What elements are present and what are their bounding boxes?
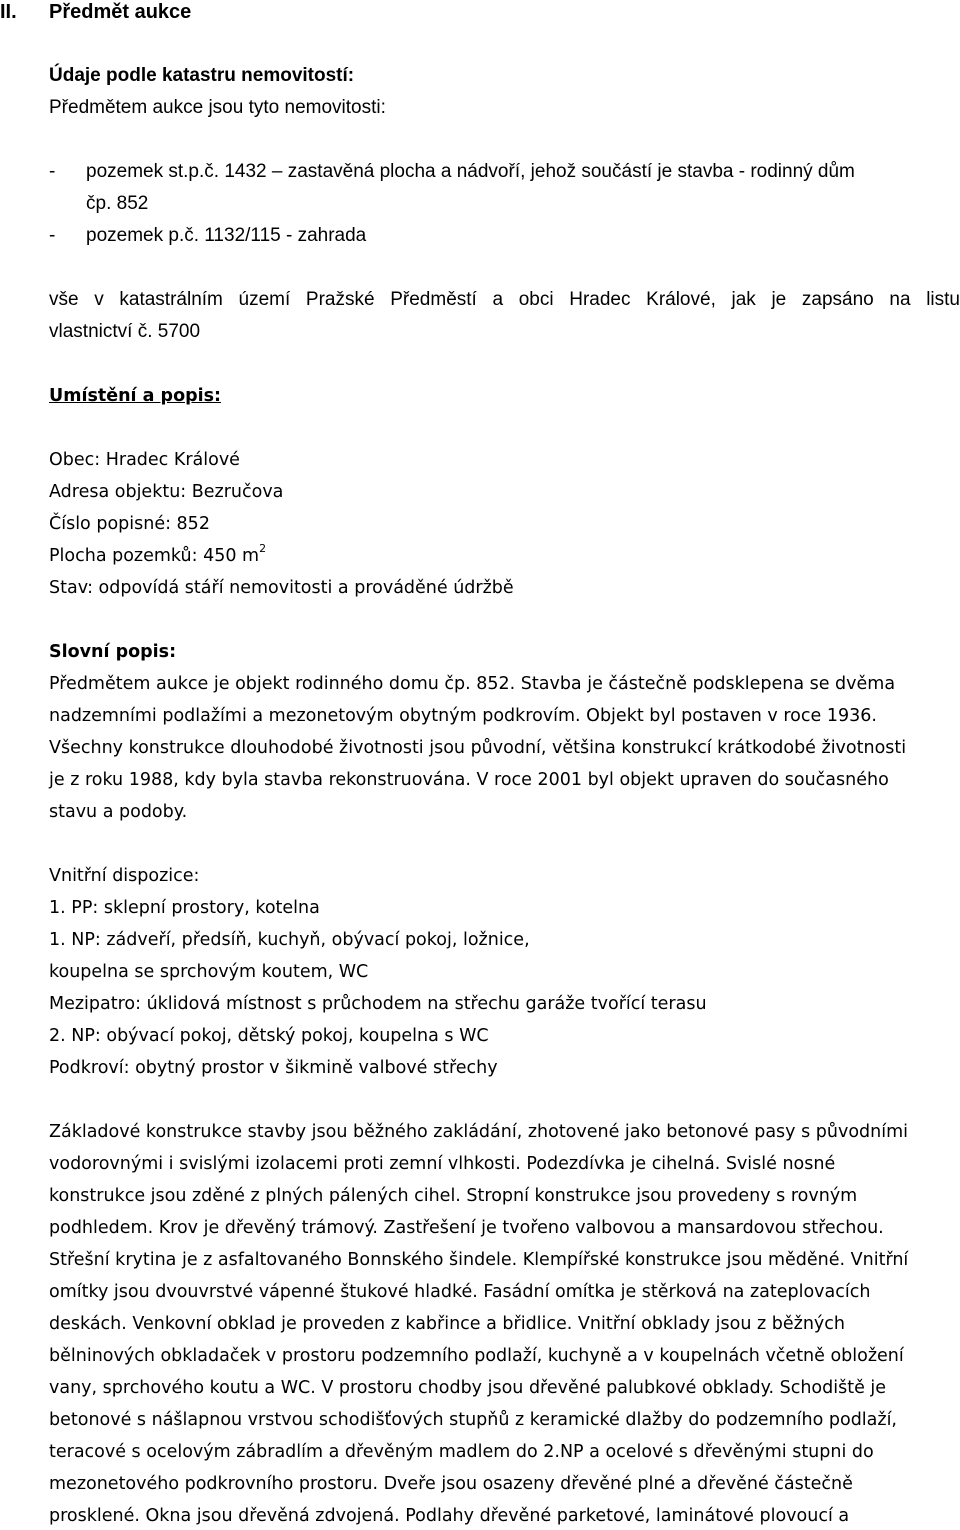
construction-line: prosklené. Okna jsou dřevěná zdvojená. Podlahy dřevěné parketové, laminátové plovoucí a [49,1506,850,1526]
construction-line: teracové s ocelovým zábradlím a dřevěným madlem do 2.NP a ocelové s dřevěnými stupni do [49,1442,874,1462]
location-plocha-sup: 2 [259,542,267,556]
construction-line: mezonetového podkrovního prostoru. Dveře jsou osazeny dřevěné plné a dřevěné částečně [49,1474,853,1494]
construction-line: konstrukce jsou zděné z plných pálených cihel. Stropní konstrukce jsou provedeny s rovným [49,1186,858,1206]
list-item-line: pozemek st.p.č. 1432 – zastavěná plocha a nádvoří, jehož součástí je stavba - rodinný dům [86,161,855,182]
verbal-line: stavu a podoby. [49,802,188,822]
verbal-heading: Slovní popis: [49,642,177,662]
list-item-dash: - [49,225,56,246]
verbal-line: Předmětem aukce je objekt rodinného domu čp. 852. Stavba je částečně podsklepena se dvěma [49,674,896,694]
disposition-line: Mezipatro: úklidová místnost s průchodem na střechu garáže tvořící terasu [49,994,707,1014]
location-heading: Umístění a popis: [49,386,222,406]
location-obec: Obec: Hradec Králové [49,450,240,470]
list-item-dash: - [49,161,56,182]
section-title: Předmět aukce [49,1,192,23]
verbal-line: Všechny konstrukce dlouhodobé životnosti jsou původní, většina konstrukcí krátkodobé životnosti [49,738,907,758]
construction-line: podhledem. Krov je dřevěný trámový. Zastřešení je tvořeno valbovou a mansardovou střechou. [49,1218,884,1238]
construction-line: betonové s nášlapnou vrstvou schodišťových stupňů z keramické dlažby do podzemního podlaží, [49,1410,897,1430]
disposition-line: 1. NP: zádveří, předsíň, kuchyň, obývací pokoj, ložnice, [49,930,530,950]
location-adresa: Adresa objektu: Bezručova [49,482,284,502]
disposition-line: Podkroví: obytný prostor v šikmině valbové střechy [49,1058,498,1078]
cadastre-heading: Údaje podle katastru nemovitostí: [49,65,355,86]
verbal-line: je z roku 1988, kdy byla stavba rekonstruována. V roce 2001 byl objekt upraven do současného [49,770,889,790]
construction-line: omítky jsou dvouvrstvé vápenné štukové hladké. Fasádní omítka je stěrková na zateplovacích [49,1282,871,1302]
list-item-line: pozemek p.č. 1132/115 - zahrada [86,225,367,246]
location-plocha-text: Plocha pozemků: 450 m [49,546,260,566]
cadastre-intro: Předmětem aukce jsou tyto nemovitosti: [49,97,386,118]
verbal-line: nadzemními podlažími a mezonetovým obytným podkrovím. Objekt byl postaven v roce 1936. [49,706,877,726]
location-plocha [49,544,266,568]
cadastre-summary-line: vše v katastrálním území Pražské Předměstí a obci Hradec Králové, jak je zapsáno na listu [49,289,960,310]
disposition-line: koupelna se sprchovým koutem, WC [49,962,369,982]
list-item-line: čp. 852 [86,193,149,214]
cadastre-summary-line: vlastnictví č. 5700 [49,321,201,342]
construction-line: vodorovnými i svislými izolacemi proti zemní vlhkosti. Podezdívka je cihelná. Svislé nosné [49,1154,836,1174]
location-stav: Stav: odpovídá stáří nemovitosti a prováděné údržbě [49,578,514,598]
disposition-line: 1. PP: sklepní prostory, kotelna [49,898,320,918]
location-cislo: Číslo popisné: 852 [49,514,210,534]
disposition-line: 2. NP: obývací pokoj, dětský pokoj, koupelna s WC [49,1026,489,1046]
construction-line: deskách. Venkovní obklad je proveden z kabřince a břidlice. Vnitřní obklady jsou z běžných [49,1314,845,1334]
construction-line: vany, sprchového koutu a WC. V prostoru chodby jsou dřevěné palubkové obklady. Schodiště je [49,1378,887,1398]
construction-line: bělninových obkladaček v prostoru podzemního podlaží, kuchyně a v koupelnách včetně obložení [49,1346,904,1366]
construction-line: Základové konstrukce stavby jsou běžného zakládání, zhotovené jako betonové pasy s původními [49,1122,909,1142]
construction-line: Střešní krytina je z asfaltovaného Bonnského šindele. Klempířské konstrukce jsou měděné. Vnitřní [49,1250,909,1270]
disposition-heading: Vnitřní dispozice: [49,866,200,886]
section-number: II. [0,1,17,23]
